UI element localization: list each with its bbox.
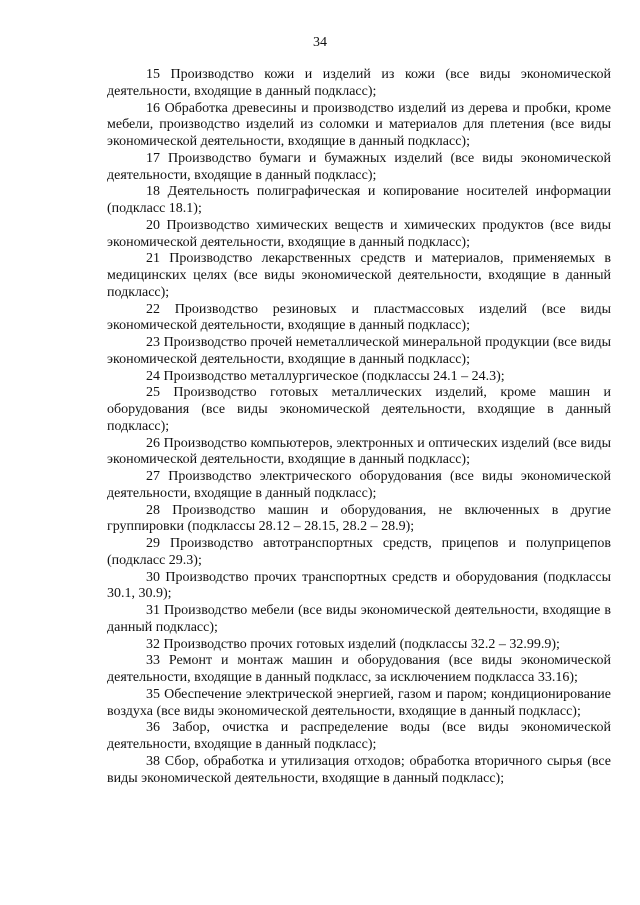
list-item: 17 Производство бумаги и бумажных изделий (все виды экономической деятельности, входящие в данный подкласс); <box>107 150 611 183</box>
list-item: 30 Производство прочих транспортных средств и оборудования (подклассы 30.1, 30.9); <box>107 569 611 602</box>
list-item: 15 Производство кожи и изделий из кожи (все виды экономической деятельности, входящие в данный подкласс); <box>107 67 611 99</box>
list-item: 29 Производство автотранспортных средств, прицепов и полуприцепов (подкласс 29.3); <box>107 536 611 568</box>
list-item: 35 Обеспечение электрической энергией, газом и паром; кондиционирование воздуха (все виды экономической деятельности, входящие в данный подкласс); <box>107 686 611 719</box>
list-item: 38 Сбор, обработка и утилизация отходов; обработка вторичного сырья (все виды экономической деятельности, входящие в данный подкласс); <box>107 753 611 786</box>
list-item: 33 Ремонт и монтаж машин и оборудования (все виды экономической деятельности, входящие в данный подкласс, за исключением подкласса 33.16); <box>107 653 611 685</box>
list-item: 36 Забор, очистка и распределение воды (все виды экономической деятельности, входящие в данный подкласс); <box>107 720 611 752</box>
list-item: 31 Производство мебели (все виды экономической деятельности, входящие в данный подкласс); <box>107 603 611 635</box>
list-item: 32 Производство прочих готовых изделий (подклассы 32.2 – 32.99.9); <box>146 636 560 652</box>
list-item: 23 Производство прочей неметаллической минеральной продукции (все виды экономической деятельности, входящие в данный подкласс); <box>107 335 611 367</box>
list-item: 26 Производство компьютеров, электронных и оптических изделий (все виды экономической деятельности, входящие в данный подкласс); <box>107 435 611 468</box>
list-item: 16 Обработка древесины и производство изделий из дерева и пробки, кроме мебели, производство изделий из соломки и материалов для плетения (все виды экономической деятельности, входящие в данный подкласс); <box>107 100 611 149</box>
list-item: 22 Производство резиновых и пластмассовых изделий (все виды экономической деятельности, входящие в данный подкласс); <box>107 301 611 334</box>
list-item: 27 Производство электрического оборудования (все виды экономической деятельности, входящие в данный подкласс); <box>107 469 611 501</box>
list-item: 24 Производство металлургическое (подклассы 24.1 – 24.3); <box>146 368 505 384</box>
list-item: 21 Производство лекарственных средств и материалов, применяемых в медицинских целях (все виды экономической деятельности, входящие в данный подкласс); <box>107 251 611 300</box>
list-item: 25 Производство готовых металлических изделий, кроме машин и оборудования (все виды экономической деятельности, входящие в данный подкласс); <box>107 385 611 434</box>
document-body <box>107 67 611 787</box>
page-number: 34 <box>313 35 327 50</box>
list-item: 18 Деятельность полиграфическая и копирование носителей информации (подкласс 18.1); <box>107 184 611 216</box>
list-item: 20 Производство химических веществ и химических продуктов (все виды экономической деятельности, входящие в данный подкласс); <box>107 217 611 250</box>
list-item: 28 Производство машин и оборудования, не включенных в другие группировки (подклассы 28.12 – 28.15, 28.2 – 28.9); <box>107 502 611 535</box>
